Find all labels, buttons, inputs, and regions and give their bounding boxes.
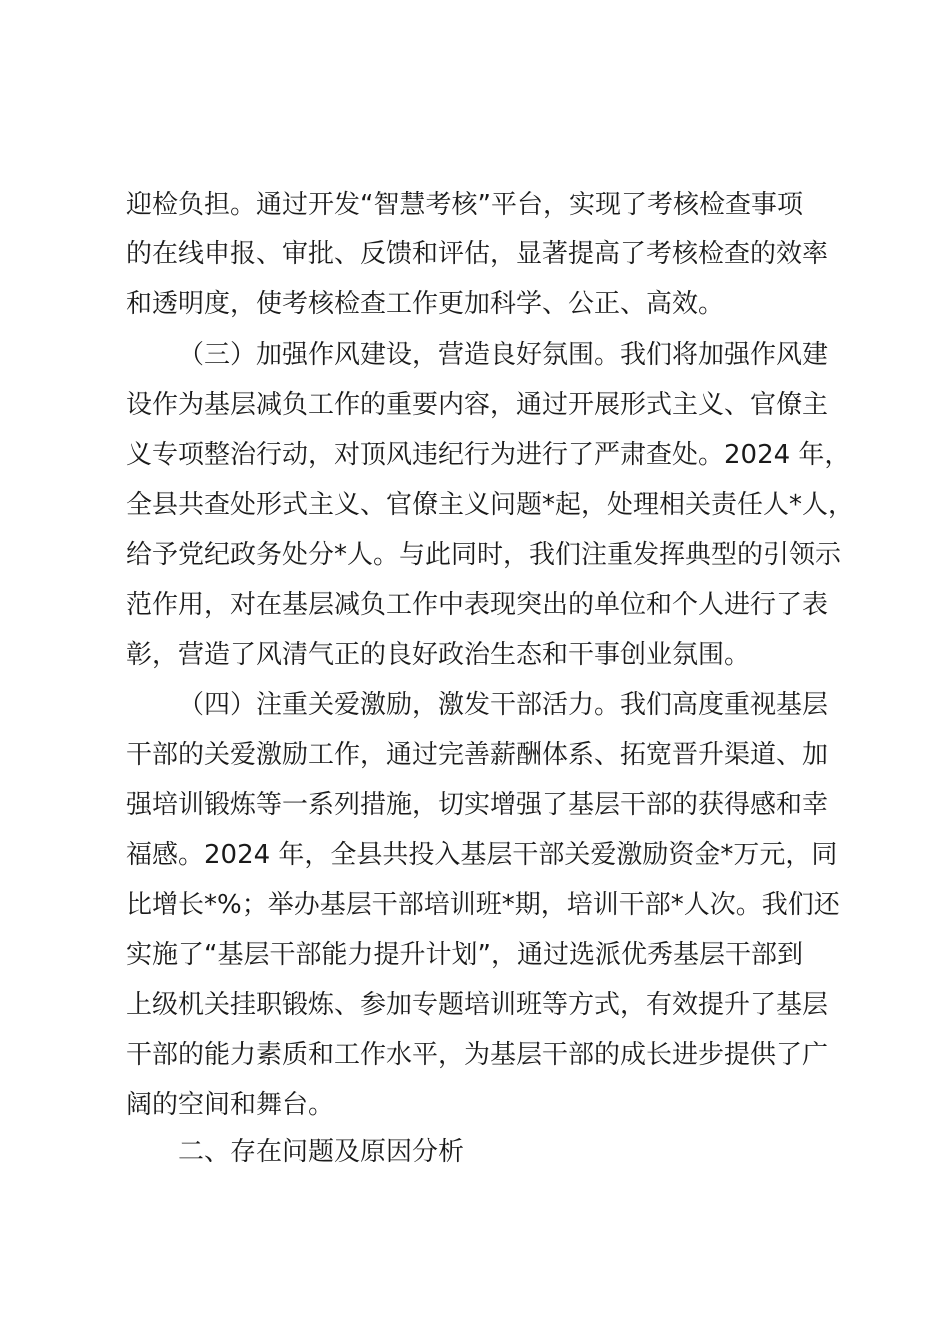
paragraph-line: 福感。2024 年，全县共投入基层干部关爱激励资金*万元，同 xyxy=(126,840,838,870)
paragraph-line: 义专项整治行动，对顶风违纪行为进行了严肃查处。2024 年， xyxy=(126,440,851,470)
paragraph-line: 干部的关爱激励工作，通过完善薪酬体系、拓宽晋升渠道、加 xyxy=(126,740,829,770)
paragraph-line: 阔的空间和舞台。 xyxy=(126,1090,335,1120)
paragraph-line: 迎检负担。通过开发“智慧考核”平台，实现了考核检查事项 xyxy=(126,190,803,220)
paragraph-line: 干部的能力素质和工作水平，为基层干部的成长进步提供了广 xyxy=(126,1040,829,1070)
chapter-heading: 二、存在问题及原因分析 xyxy=(178,1137,465,1167)
paragraph-line: 彰，营造了风清气正的良好政治生态和干事创业氛围。 xyxy=(126,640,751,670)
paragraph-line: 上级机关挂职锻炼、参加专题培训班等方式，有效提升了基层 xyxy=(126,990,829,1020)
paragraph-line: 的在线申报、审批、反馈和评估，显著提高了考核检查的效率 xyxy=(126,239,829,269)
paragraph-line: 设作为基层减负工作的重要内容，通过开展形式主义、官僚主 xyxy=(126,390,829,420)
paragraph-line: 比增长*%；举办基层干部培训班*期，培训干部*人次。我们还 xyxy=(126,890,840,920)
paragraph-line: 和透明度，使考核检查工作更加科学、公正、高效。 xyxy=(126,289,725,319)
section-heading-line: （四）注重关爱激励，激发干部活力。我们高度重视基层 xyxy=(178,690,829,720)
paragraph-line: 实施了“基层干部能力提升计划”，通过选派优秀基层干部到 xyxy=(126,940,803,970)
paragraph-line: 强培训锻炼等一系列措施，切实增强了基层干部的获得感和幸 xyxy=(126,790,829,820)
paragraph-line: 全县共查处形式主义、官僚主义问题*起，处理相关责任人*人， xyxy=(126,490,855,520)
paragraph-line: 给予党纪政务处分*人。与此同时，我们注重发挥典型的引领示 xyxy=(126,540,842,570)
paragraph-line: 范作用，对在基层减负工作中表现突出的单位和个人进行了表 xyxy=(126,590,829,620)
section-heading-line: （三）加强作风建设，营造良好氛围。我们将加强作风建 xyxy=(178,340,829,370)
